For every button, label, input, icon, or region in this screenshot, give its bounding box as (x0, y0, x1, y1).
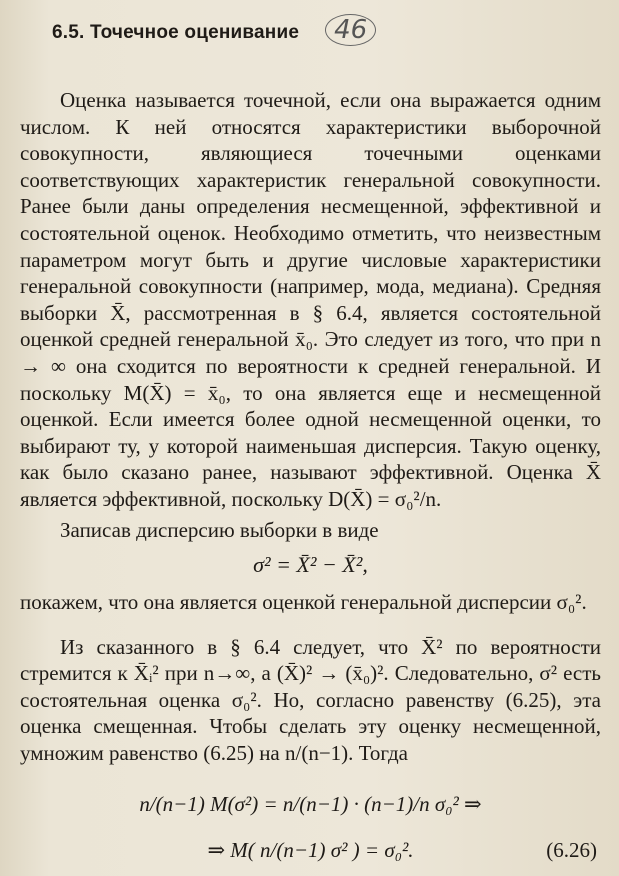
variance-formula: σ² = X̄² − X̄², (253, 552, 368, 578)
paragraph-consistency: Из сказанного в § 6.4 следует, что X̄² по вероятности стремится к X̄ᵢ² при n→∞, а (X̄)² → (x̄₀)². Следовательно, σ² есть состоятельная оценка σ₀². Но, согласно равенству (6.25), эта оценка смещенная. Чтобы сделать эту оценку несмещенной, умножим равенство (6.25) на n/(n−1). Тогда (20, 634, 601, 766)
paragraph-point-estimate: Оценка называется точечной, если она выражается одним числом. К ней относятся характеристики выборочной совокупности, являющиеся точечными оценками соответствующих характеристик генеральной совокупности. Ранее были даны определения несмещенной, эффективной и состоятельной оценок. Необходимо отметить, что неизвестным параметром могут быть и другие числовые характеристики генеральной совокупности (например, мода, медиана). Средняя выборки X̄, рассмотренная в § 6.4, является состоятельной оценкой средней генеральной x̄₀. Это следует из того, что при n → ∞ она сходится по вероятности к средней генеральной. И поскольку M(X̄) = x̄₀, то она является еще и несмещенной оценкой. Если имеется более одной несмещенной оценки, то выбирают ту, у которой наименьшая дисперсия. Такую оценку, как было сказано ранее, называют эффективной. Оценка X̄ является эффективной, поскольку D(X̄) = σ₀²/n. (20, 88, 601, 511)
section-header (20, 14, 601, 54)
paragraph-variance-intro: Записав дисперсию выборки в виде (60, 517, 379, 542)
equation-line-2 (20, 827, 601, 873)
paragraph-estimate-claim: покажем, что она является оценкой генеральной дисперсии σ₀². (20, 590, 587, 615)
equation-number: (6.26) (546, 837, 597, 862)
equation-line-1 (20, 781, 601, 827)
equation-line-2-text: ⇒ M( n/(n−1) σ² ) = σ₀². (207, 837, 414, 862)
section-title: 6.5. Точечное оценивание (52, 22, 300, 43)
equation-line-1-text: n/(n−1) M(σ²) = n/(n−1) · (n−1)/n σ₀² ⇒ (139, 791, 482, 816)
handwritten-page-mark: 46 (325, 14, 376, 46)
